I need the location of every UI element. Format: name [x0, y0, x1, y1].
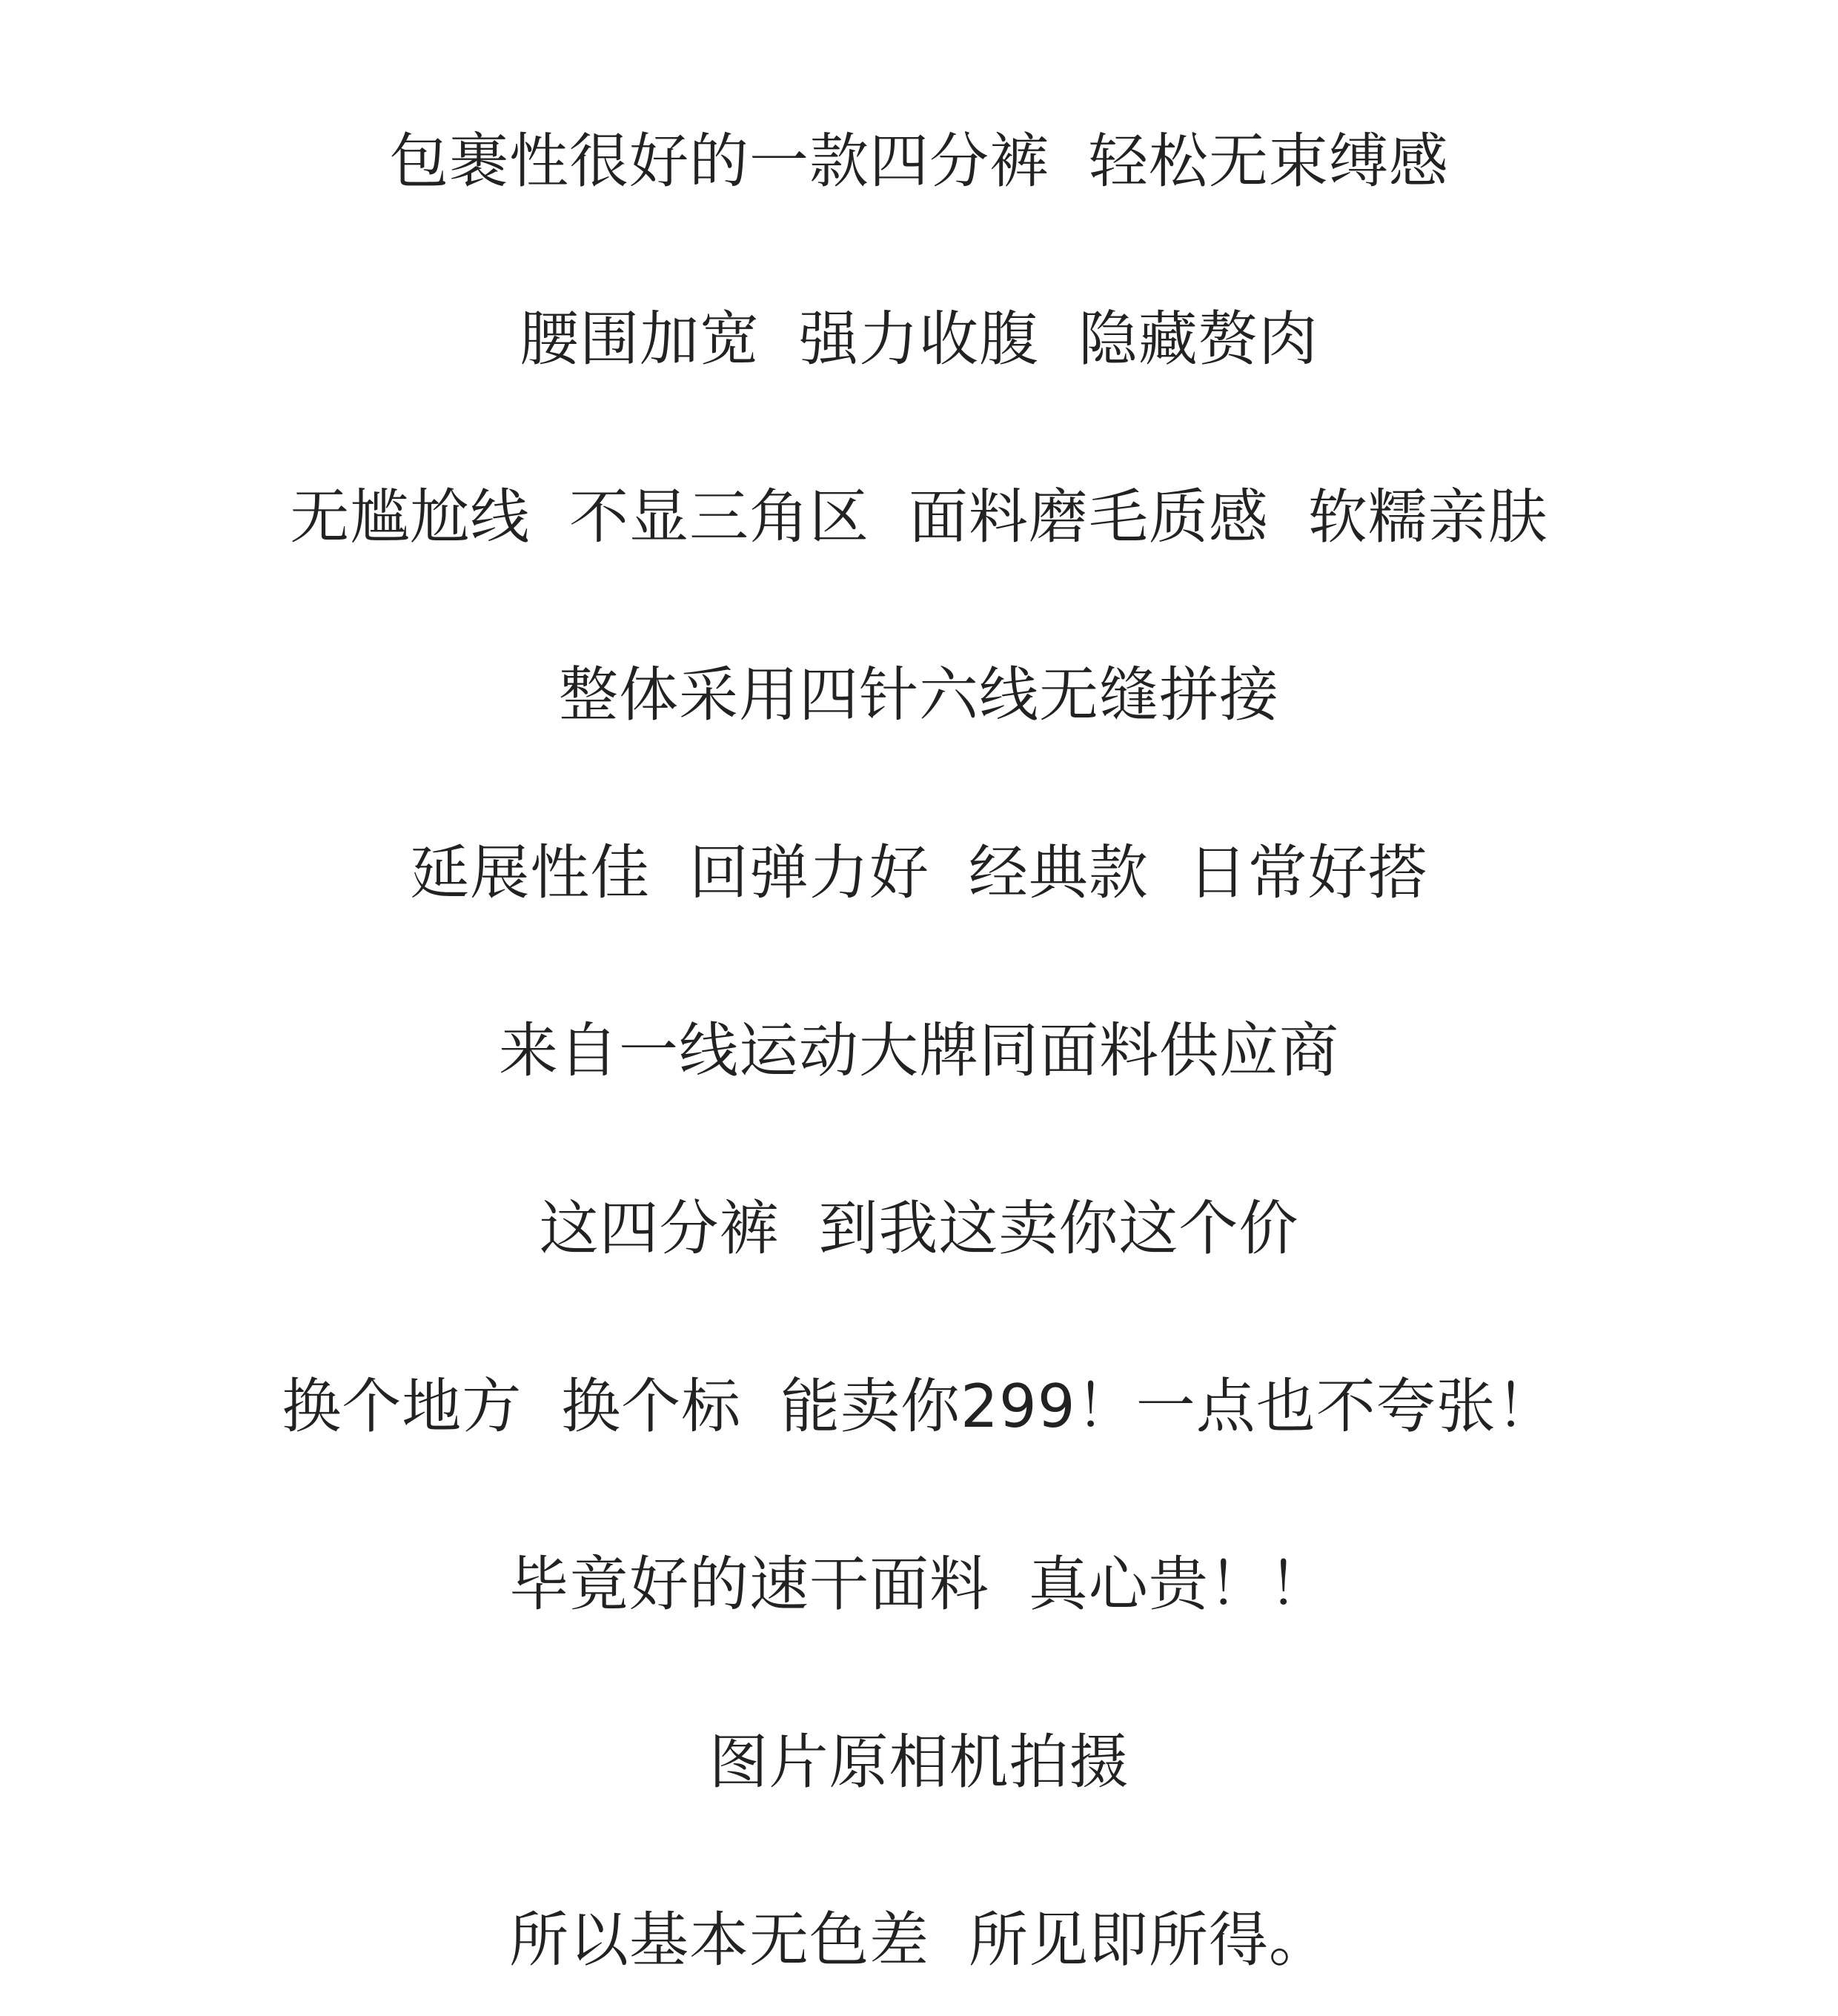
text-line: 所以基本无色差 所见即所得。	[509, 1906, 1329, 1974]
text-line: 延展性佳 回弹力好 经典款 日常好搭	[410, 838, 1428, 907]
text-line: 来自一线运动大牌同面料供应商	[499, 1016, 1339, 1085]
text-line: 无尴尬线 不显三角区 面料磨毛质感 软糯亲肤	[290, 483, 1548, 551]
text-line: 换个地方 换个标 能卖你299！一点也不夸张！	[282, 1372, 1556, 1441]
text-line: 腰围加宽 强力收腹 隐藏赘肉	[520, 305, 1318, 374]
text-line: 包裹性很好的一款四分裤 轻松无束缚感	[389, 127, 1449, 196]
text-line: 整体采用四针六线无缝拼接	[559, 660, 1279, 729]
text-line: 图片原相机拍摄	[709, 1728, 1129, 1797]
text-line: 毕竟好的速干面料 真心贵！！	[509, 1550, 1329, 1619]
text-line: 这四分裤 到我这卖你这个价	[539, 1194, 1299, 1263]
